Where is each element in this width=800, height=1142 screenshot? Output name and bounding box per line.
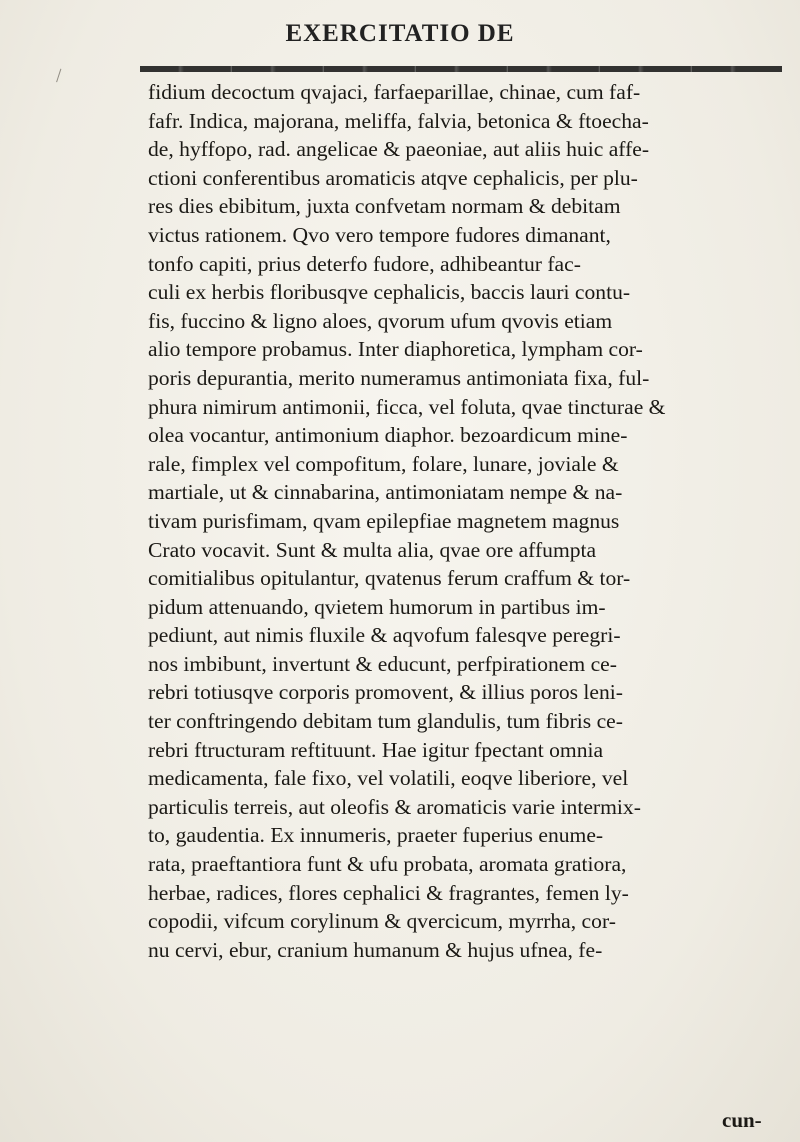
text-line: rebri totiusqve corporis promovent, & illius poros leni- (148, 680, 623, 705)
text-line: de, hyffopo, rad. angelicae & paeoniae, aut aliis huic affe- (148, 137, 650, 162)
body-text (148, 78, 788, 964)
header-rule (140, 66, 782, 72)
running-title: EXERCITATIO DE (285, 20, 515, 47)
text-line: pidum attenuando, qvietem humorum in partibus im- (148, 594, 606, 619)
text-line: herbae, radices, flores cephalici & fragrantes, femen ly- (148, 880, 629, 905)
text-line: particulis terreis, aut oleofis & aromaticis varie intermix- (148, 794, 641, 819)
text-line: copodii, vifcum corylinum & qvercicum, myrrha, cor- (148, 909, 616, 934)
text-line: poris depurantia, merito numeramus antimoniata fixa, ful- (148, 365, 650, 390)
text-line: alio tempore probamus. Inter diaphoretica, lympham cor- (148, 337, 643, 362)
text-line: comitialibus opitulantur, qvatenus ferum craffum & tor- (148, 566, 631, 591)
text-line: culi ex herbis floribusqve cephalicis, baccis lauri contu- (148, 280, 631, 305)
text-line: victus rationem. Qvo vero tempore fudores dimanant, (148, 222, 611, 247)
text-line: ctioni conferentibus aromaticis atqve cephalicis, per plu- (148, 165, 638, 190)
text-line: Crato vocavit. Sunt & multa alia, qvae ore affumpta (148, 537, 597, 562)
margin-mark (56, 69, 71, 86)
text-line: pediunt, aut nimis fluxile & aqvofum falesqve peregri- (148, 623, 621, 648)
text-line: fafr. Indica, majorana, meliffa, falvia, betonica & ftoecha- (148, 108, 649, 133)
text-line: nos imbibunt, invertunt & educunt, perfpirationem ce- (148, 651, 617, 676)
text-line: martiale, ut & cinnabarina, antimoniatam nempe & na- (148, 480, 623, 505)
text-line: rebri ftructuram reftituunt. Hae igitur fpectant omnia (148, 737, 604, 762)
text-line: tivam purisfimam, qvam epilepfiae magnetem magnus (148, 508, 620, 533)
text-line: rata, praeftantiora funt & ufu probata, aromata gratiora, (148, 852, 627, 877)
text-line: fis, fuccino & ligno aloes, qvorum ufum qvovis etiam (148, 308, 613, 333)
text-line: to, gaudentia. Ex innumeris, praeter fuperius enume- (148, 823, 604, 848)
text-line: res dies ebibitum, juxta confvetam normam & debitam (148, 194, 621, 219)
text-line: fidium decoctum qvajaci, farfaeparillae, chinae, cum faf- (148, 80, 641, 104)
text-line: rale, fimplex vel compofitum, folare, lunare, joviale & (148, 451, 619, 476)
catchword: cun- (722, 1108, 762, 1132)
text-line: ter conftringendo debitam tum glandulis, tum fibris ce- (148, 709, 623, 734)
text-line: phura nimirum antimonii, ficca, vel foluta, qvae tincturae & (148, 394, 666, 419)
text-line: tonfo capiti, prius deterfo fudore, adhibeantur fac- (148, 251, 581, 276)
text-line: medicamenta, fale fixo, vel volatili, eoqve liberiore, vel (148, 766, 629, 791)
text-line: nu cervi, ebur, cranium humanum & hujus ufnea, fe- (148, 937, 603, 962)
text-line: olea vocantur, antimonium diaphor. bezoardicum mine- (148, 423, 628, 448)
